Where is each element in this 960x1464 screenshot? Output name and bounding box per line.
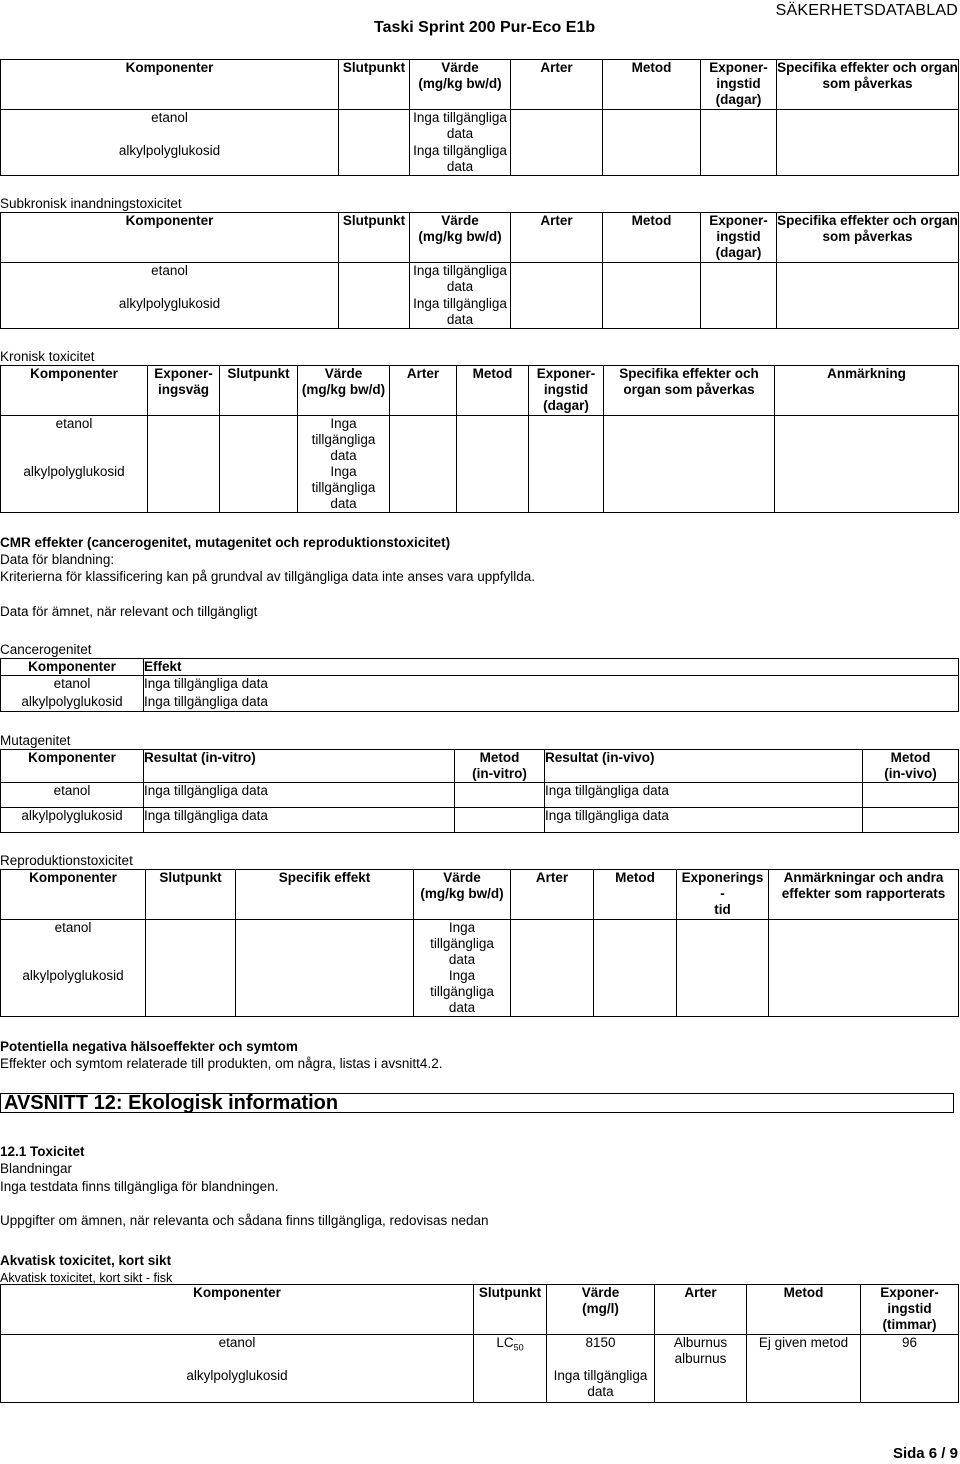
col-specifik-effekt: Specifik effekt <box>236 870 414 920</box>
repro-title: Reproduktionstoxicitet <box>0 853 133 868</box>
col-varde: Värde (mg/kg bw/d) <box>410 213 511 263</box>
value-cell: Inga tillgängliga data <box>547 1368 655 1403</box>
col-komponenter: Komponenter <box>1 750 144 783</box>
col-komponenter: Komponenter <box>1 60 339 110</box>
mixtures-label: Blandningar <box>0 1161 73 1176</box>
fish-tox-table <box>0 1284 959 1403</box>
col-varde: Värde (mg/kg bw/d) <box>298 366 390 416</box>
col-komponenter: Komponenter <box>1 659 144 676</box>
col-varde: Värde (mg/kg bw/d) <box>414 870 511 920</box>
carcino-title: Cancerogenitet <box>0 642 92 657</box>
potential-text: Effekter och symtom relaterade till produkten, om några, listas i avsnitt4.2. <box>0 1056 443 1071</box>
cmr-line3: Data för ämnet, när relevant och tillgängligt <box>0 604 258 619</box>
col-exponeringstid: Exponer- ingstid (dagar) <box>701 60 777 110</box>
value-cell: Inga tillgängliga data <box>414 920 511 969</box>
value-cell: Inga tillgängliga data <box>410 263 511 296</box>
col-slutpunkt: Slutpunkt <box>146 870 236 920</box>
col-resultat-invitro: Resultat (in-vitro) <box>144 750 455 783</box>
value-cell: Inga tillgängliga data <box>410 110 511 143</box>
col-arter: Arter <box>655 1285 747 1335</box>
col-arter: Arter <box>390 366 457 416</box>
mixtures-text: Inga testdata finns tillgängliga för blandningen. <box>0 1179 279 1194</box>
col-komponenter: Komponenter <box>1 366 148 416</box>
col-exponeringstid: Exponer- ingstid (dagar) <box>529 366 604 416</box>
col-exponeringstid: Exponerings - tid <box>677 870 769 920</box>
col-exponeringstid: Exponer- ingstid (dagar) <box>701 213 777 263</box>
repro-table <box>0 869 959 1017</box>
comp-apg: alkylpolyglukosid <box>1 464 148 513</box>
value-cell: Inga tillgängliga data <box>410 143 511 176</box>
col-metod-invivo: Metod (in-vivo) <box>863 750 959 783</box>
effect-cell: Inga tillgängliga data <box>144 676 959 694</box>
col-arter: Arter <box>511 870 594 920</box>
col-specifika: Specifika effekter och organ som påverkas <box>777 213 959 263</box>
comp-etanol: etanol <box>1 1335 474 1368</box>
cmr-line2: Kriterierna för klassificering kan på grundval av tillgängliga data inte anses vara uppfyllda. <box>0 569 536 584</box>
carcino-table <box>0 658 959 712</box>
col-slutpunkt: Slutpunkt <box>339 60 410 110</box>
col-metod-invitro: Metod (in-vitro) <box>455 750 545 783</box>
col-komponenter: Komponenter <box>1 870 146 920</box>
col-metod: Metod <box>457 366 529 416</box>
subchronic-table <box>0 212 959 329</box>
comp-etanol: etanol <box>1 920 146 969</box>
document-type: SÄKERHETSDATABLAD <box>775 2 958 19</box>
col-metod: Metod <box>594 870 677 920</box>
endpoint-cell: $LC_{50}$ <box>474 1335 547 1368</box>
col-komponenter: Komponenter <box>1 213 339 263</box>
value-cell: 8150 <box>547 1335 655 1368</box>
comp-apg: alkylpolyglukosid <box>1 143 339 176</box>
col-anmarkning: Anmärkning <box>775 366 959 416</box>
col-komponenter: Komponenter <box>1 1285 474 1335</box>
muta-title: Mutagenitet <box>0 733 71 748</box>
col-metod: Metod <box>747 1285 861 1335</box>
col-anmarkningar: Anmärkningar och andra effekter som rapporterats <box>769 870 959 920</box>
col-metod: Metod <box>603 60 701 110</box>
col-resultat-invivo: Resultat (in-vivo) <box>545 750 863 783</box>
col-varde: Värde (mg/kg bw/d) <box>410 60 511 110</box>
value-cell: Inga tillgängliga data <box>298 464 390 513</box>
col-arter: Arter <box>511 60 603 110</box>
species-cell: Alburnus alburnus <box>655 1335 747 1368</box>
col-exponeringsvag: Exponer- ingsväg <box>148 366 220 416</box>
time-cell: 96 <box>861 1335 959 1368</box>
col-varde: Värde (mg/l) <box>547 1285 655 1335</box>
subchronic-title: Subkronisk inandningstoxicitet <box>0 196 182 211</box>
invitro-cell: Inga tillgängliga data <box>144 783 455 808</box>
chronic-title: Kronisk toxicitet <box>0 349 95 364</box>
col-arter: Arter <box>511 213 603 263</box>
col-effekt: Effekt <box>144 659 959 676</box>
invivo-cell: Inga tillgängliga data <box>545 783 863 808</box>
cmr-line1: Data för blandning: <box>0 552 115 567</box>
comp-etanol: etanol <box>1 783 144 808</box>
cmr-title: CMR effekter (cancerogenitet, mutagenitet och reproduktionstoxicitet) <box>0 535 451 550</box>
comp-etanol: etanol <box>1 263 339 296</box>
page-number: Sida 6 / 9 <box>892 1445 958 1462</box>
effect-cell: Inga tillgängliga data <box>144 694 959 712</box>
comp-etanol: etanol <box>1 676 144 694</box>
method-cell: Ej given metod <box>747 1335 861 1368</box>
col-specifika: Specifika effekter och organ som påverkas <box>604 366 775 416</box>
acute-tox-table-continued <box>0 59 959 176</box>
comp-etanol: etanol <box>1 416 148 465</box>
invitro-cell: Inga tillgängliga data <box>144 808 455 833</box>
product-title: Taski Sprint 200 Pur-Eco E1b <box>374 19 596 36</box>
comp-apg: alkylpolyglukosid <box>1 694 144 712</box>
col-slutpunkt: Slutpunkt <box>220 366 298 416</box>
value-cell: Inga tillgängliga data <box>410 296 511 329</box>
invivo-cell: Inga tillgängliga data <box>545 808 863 833</box>
col-metod: Metod <box>603 213 701 263</box>
toxicity-subheading: 12.1 Toxicitet <box>0 1144 85 1159</box>
section12-heading: AVSNITT 12: Ekologisk information <box>0 1093 954 1113</box>
value-cell: Inga tillgängliga data <box>298 416 390 465</box>
comp-etanol: etanol <box>1 110 339 143</box>
muta-table <box>0 749 959 833</box>
col-exponeringstid: Exponer- ingstid (timmar) <box>861 1285 959 1335</box>
col-specifika: Specifika effekter och organ som påverkas <box>777 60 959 110</box>
col-slutpunkt: Slutpunkt <box>339 213 410 263</box>
value-cell: Inga tillgängliga data <box>414 968 511 1017</box>
substances-info: Uppgifter om ämnen, när relevanta och sådana finns tillgängliga, redovisas nedan <box>0 1213 489 1228</box>
potential-title: Potentiella negativa hälsoeffekter och symtom <box>0 1039 298 1054</box>
chronic-table <box>0 365 959 513</box>
aquatic-fish-subtitle: Akvatisk toxicitet, kort sikt - fisk <box>0 1271 173 1285</box>
aquatic-title: Akvatisk toxicitet, kort sikt <box>0 1253 172 1268</box>
comp-apg: alkylpolyglukosid <box>1 808 144 833</box>
comp-apg: alkylpolyglukosid <box>1 1368 474 1403</box>
col-slutpunkt: Slutpunkt <box>474 1285 547 1335</box>
comp-apg: alkylpolyglukosid <box>1 296 339 329</box>
comp-apg: alkylpolyglukosid <box>1 968 146 1017</box>
